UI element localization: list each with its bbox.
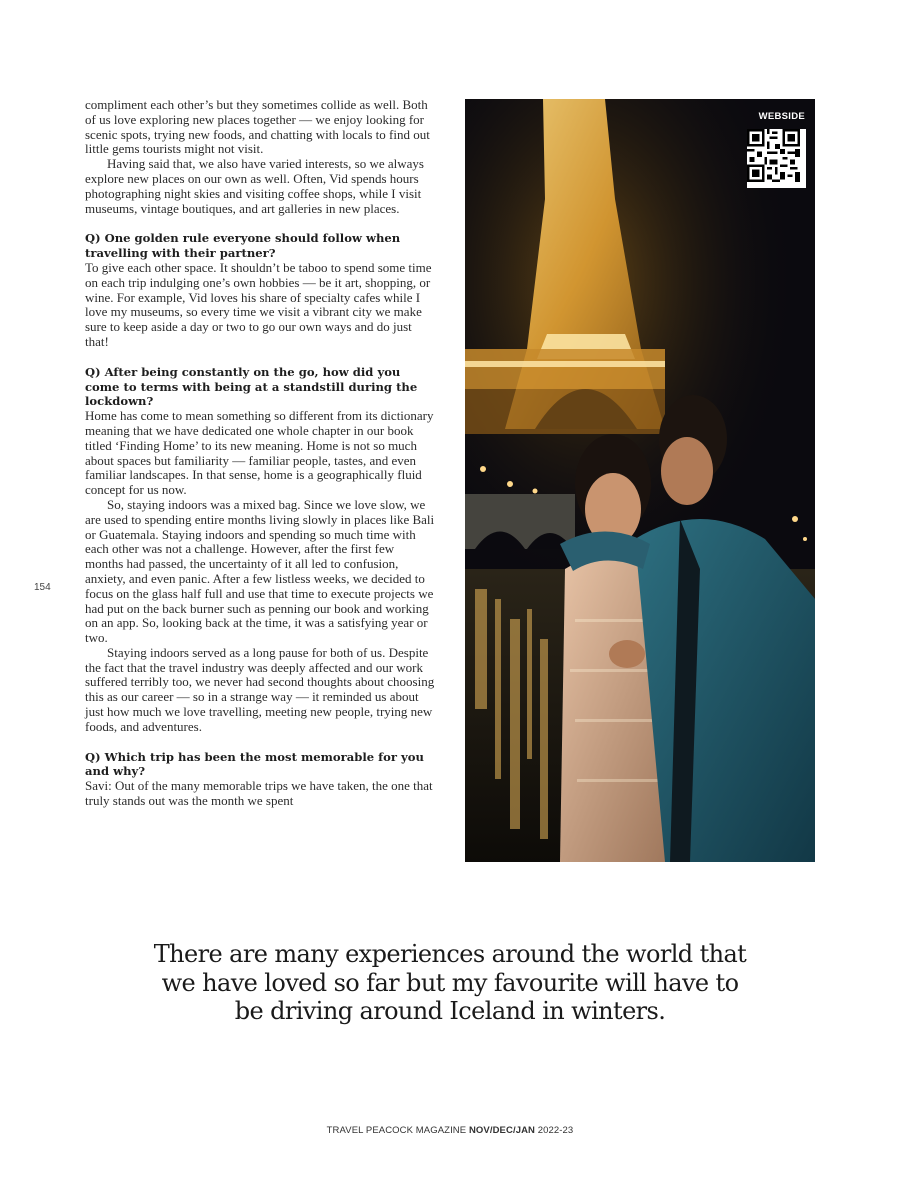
interview-answer: To give each other space. It shouldn’t be taboo to spend some time on each trip indulging one’s own hobbies — be it art, shopping, or wine. For example, Vid loves his share of specialty cafes while I love my museums, so every time we visit a vibrant city we make sure to keep aside a day or two to go our own ways and do just that! bbox=[85, 259, 432, 349]
article-column bbox=[85, 98, 435, 809]
interview-question: Q) Which trip has been the most memorable for you and why? bbox=[85, 749, 424, 779]
couple-eiffel-tower-photo bbox=[465, 99, 815, 862]
interview-answer: Home has come to mean something so different from its dictionary meaning that we have dedicated one whole chapter in our book titled ‘Finding Home’ to its new meaning. Home is not so much about spaces but familiarity — familiar people, tastes, and even familiar landscapes. In that sense, home is a geographically fluid concept for us now. bbox=[85, 408, 434, 498]
webside-label: WEBSIDE bbox=[758, 111, 805, 122]
article-paragraph: compliment each other’s but they sometimes collide as well. Both of us love exploring new places together — we enjoy looking for scenic spots, trying new foods, and chatting with locals to find out little gems tourists might not visit. bbox=[85, 97, 430, 157]
issue-months: NOV/DEC/JAN bbox=[468, 1125, 535, 1136]
article-paragraph: Having said that, we also have varied interests, so we always explore new places on our own as well. Often, Vid spends hours photographing night skies and visiting coffee shops, while I visit museums, vintage boutiques, and art galleries in new places. bbox=[85, 156, 424, 216]
interview-answer: Savi: Out of the many memorable trips we have taken, the one that truly stands out was the month we spent bbox=[85, 778, 433, 809]
pull-quote: There are many experiences around the world that we have loved so far but my favourite will have to be driving around Iceland in winters. bbox=[153, 940, 747, 1025]
qr-code-icon[interactable] bbox=[747, 129, 806, 188]
article-paragraph: Staying indoors served as a long pause for both of us. Despite the fact that the travel industry was deeply affected and our work suffered terribly too, we never had second thoughts about choosing this as our career — so in a strange way — it reminded us about just how much we love travelling, meeting new people, trying new foods, and adventures. bbox=[85, 644, 435, 734]
article-paragraph: So, staying indoors was a mixed bag. Since we love slow, we are used to spending entire months living slowly in places like Bali or Guatemala. Staying indoors and spending so much time with each other was not a challenge. However, after the first few months had passed, the uncertainty of it all led to confusion, anxiety, and even panic. After a few listless weeks, we decided to focus on the glass half full and use that time to execute projects we had put on the back burner such as penning our book and working on an app. So, looking back at the time, it was a satisfying year or two. bbox=[85, 496, 435, 646]
footer bbox=[0, 1125, 900, 1136]
issue-year: 2022-23 bbox=[537, 1125, 574, 1136]
photo-illustration bbox=[465, 99, 815, 862]
interview-question: Q) One golden rule everyone should follow when travelling with their partner? bbox=[85, 231, 401, 261]
interview-question: Q) After being constantly on the go, how did you come to terms with being at a standstill during the lockdown? bbox=[85, 364, 418, 409]
magazine-name: TRAVEL PEACOCK MAGAZINE bbox=[326, 1125, 467, 1136]
page-number: 154 bbox=[34, 582, 51, 593]
